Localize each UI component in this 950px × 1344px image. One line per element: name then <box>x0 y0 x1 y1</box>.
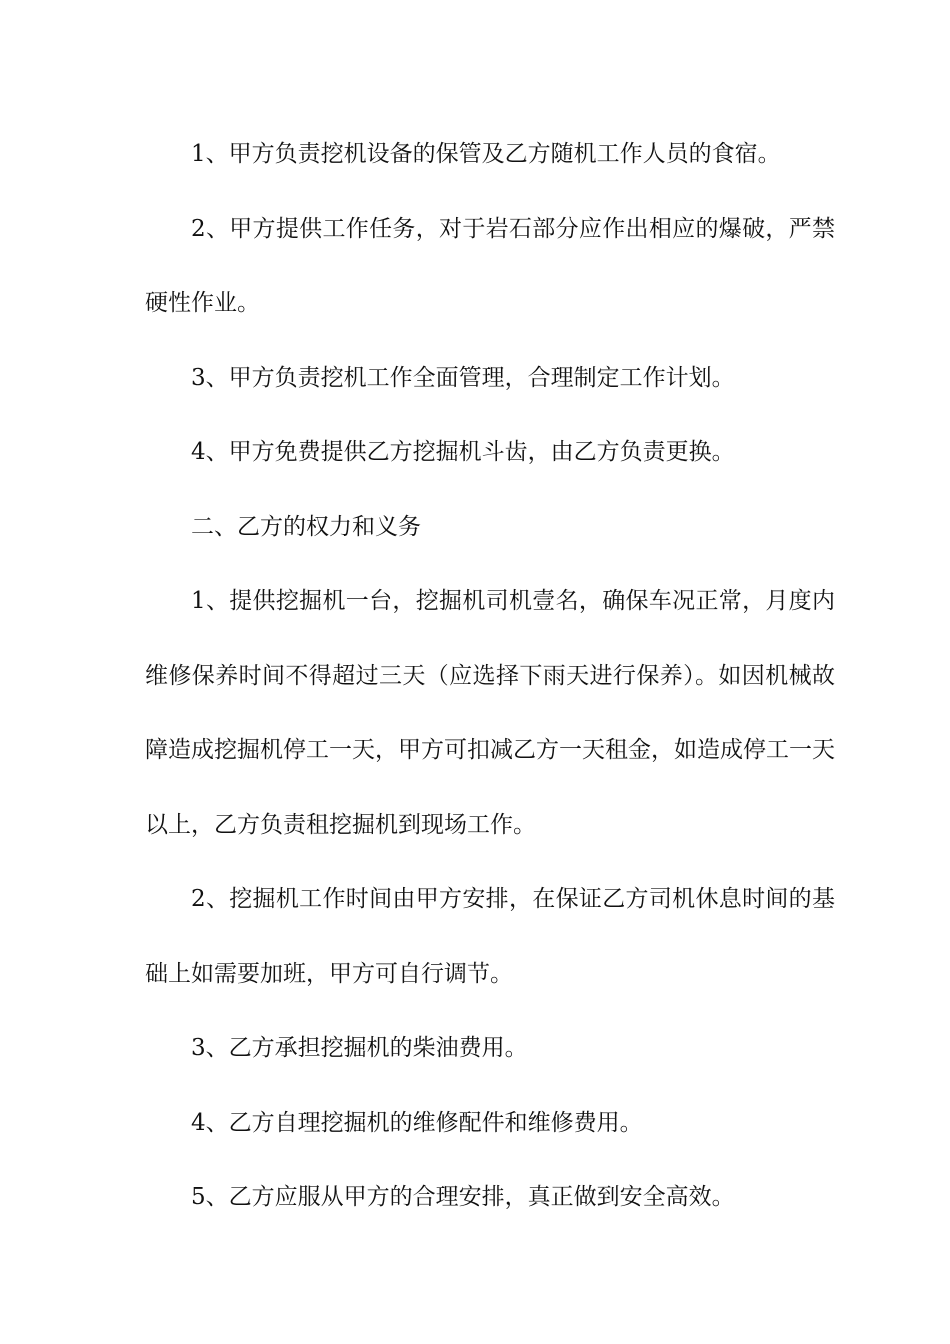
paragraph-a3: 3、甲方负责挖机工作全面管理，合理制定工作计划。 <box>191 364 735 391</box>
paragraph-b3: 3、乙方承担挖掘机的柴油费用。 <box>191 1035 528 1061</box>
paragraph-a2: 2、甲方提供工作任务，对于岩石部分应作出相应的爆破，严禁硬性作业。 <box>145 215 835 316</box>
document-body <box>145 117 835 1235</box>
paragraph-b4: 4、乙方自理挖掘机的维修配件和维修费用。 <box>191 1109 643 1136</box>
paragraph-b2: 2、挖掘机工作时间由甲方安排，在保证乙方司机休息时间的基础上如需要加班，甲方可自行调节。 <box>145 886 835 987</box>
paragraph-b5: 5、乙方应服从甲方的合理安排，真正做到安全高效。 <box>191 1184 735 1210</box>
paragraph-b1: 1、提供挖掘机一台，挖掘机司机壹名，确保车况正常，月度内维修保养时间不得超过三天（应选择下雨天进行保养）。如因机械故障造成挖掘机停工一天，甲方可扣减乙方一天租金，如造成停工一天以上，乙方负责租挖掘机到现场工作。 <box>145 588 835 838</box>
paragraph-a4: 4、甲方免费提供乙方挖掘机斗齿，由乙方负责更换。 <box>191 439 735 465</box>
section-heading-party-b: 二、乙方的权力和义务 <box>191 513 421 540</box>
paragraph-a1: 1、甲方负责挖机设备的保管及乙方随机工作人员的食宿。 <box>191 141 781 167</box>
